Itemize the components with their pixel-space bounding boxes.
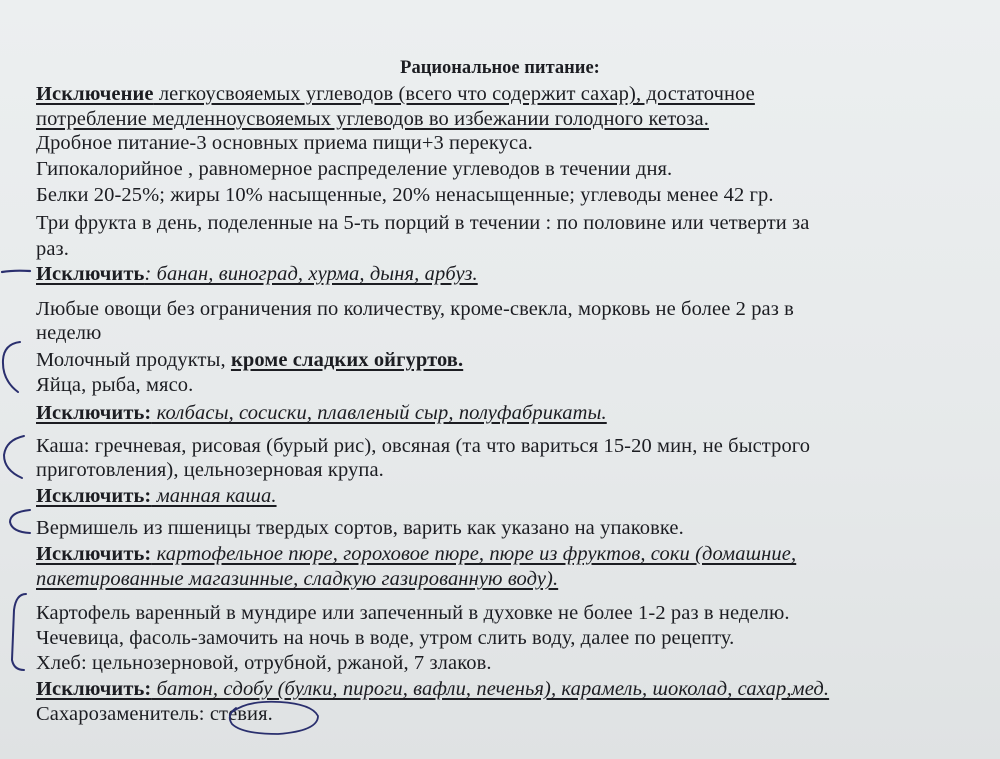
exclude-sausages-text: колбасы, сосиски, плавленый сыр, полуфабрикаты. [151,402,607,424]
text-line-4: Гипокалорийное , равномерное распределение углеводов в течении дня. [36,158,673,180]
text-line-5: Белки 20-25%; жиры 10% насыщенные, 20% ненасыщенные; углеводы менее 42 гр. [36,184,774,206]
text-line-14: Каша: гречневая, рисовая (бурый рис), овсяная (та что вариться 15-20 мин, не быстрого [36,435,811,457]
exclude-label: Исключить: [36,485,152,507]
pen-circle-stevia [230,702,318,734]
text-line-19: пакетированные магазинные, сладкую газированную воду). [36,568,559,590]
exclusion-text: легкоусвояемых углеводов (всего что содержит сахар), достаточное [153,83,755,105]
exclude-fruits-text: : банан, виноград, хурма, дыня, арбуз. [144,263,478,285]
pen-bracket-porridge [4,436,24,478]
exclude-puree-text: картофельное пюре, гороховое пюре, пюре из фруктов, соки (домашние, [151,543,797,565]
exclude-label: Исключить: [36,678,152,700]
text-line-9: Любые овощи без ограничения по количеству, кроме-свекла, морковь не более 2 раз в [36,298,794,320]
text-line-17: Вермишель из пшеницы твердых сортов, варить как указано на упаковке. [36,517,684,539]
exclusion-label: Исключение [36,83,154,105]
dairy-exception: кроме сладких ойгуртов. [230,349,464,371]
pen-bracket-vermicelli [10,510,30,533]
text-line-15: приготовления), цельнозерновая крупа. [36,459,384,481]
text-line-21: Чечевица, фасоль-замочить на ночь в воде, утром слить воду, далее по рецепту. [36,627,735,649]
text-line-7: раз. [36,238,69,260]
pen-dash-mark [2,271,30,272]
exclude-sweets-text: батон, сдобу (булки, пироги, вафли, печенья), карамель, шоколад, сахар,мед. [151,678,830,700]
text-line-20: Картофель варенный в мундире или запеченный в духовке не более 1-2 раз в неделю. [36,602,790,624]
text-line-12: Яйца, рыба, мясо. [36,374,194,396]
exclude-label: Исключить: [36,543,152,565]
text-line-3: Дробное питание-3 основных приема пищи+3 перекуса. [36,132,533,154]
page-title: Рациональное питание: [400,58,600,78]
text-line-22: Хлеб: цельнозерновой, отрубной, ржаной, 7 злаков. [36,652,492,674]
pen-bracket-dairy [3,342,20,392]
dairy-text: Молочный продукты, [36,349,231,371]
exclude-label: Исключить: [36,402,152,424]
text-line-24: Сахарозаменитель: стевия. [36,703,273,725]
text-line-6: Три фрукта в день, поделенные на 5-ть порций в течении : по половине или четверти за [36,212,810,234]
exclude-label: Исключить [36,263,145,285]
text-line-10: неделю [36,322,102,344]
exclude-semolina-text: манная каша. [151,485,277,507]
pen-bracket-potato [12,594,26,670]
text-line-2: потребление медленноусвояемых углеводов во избежании голодного кетоза. [36,108,709,130]
